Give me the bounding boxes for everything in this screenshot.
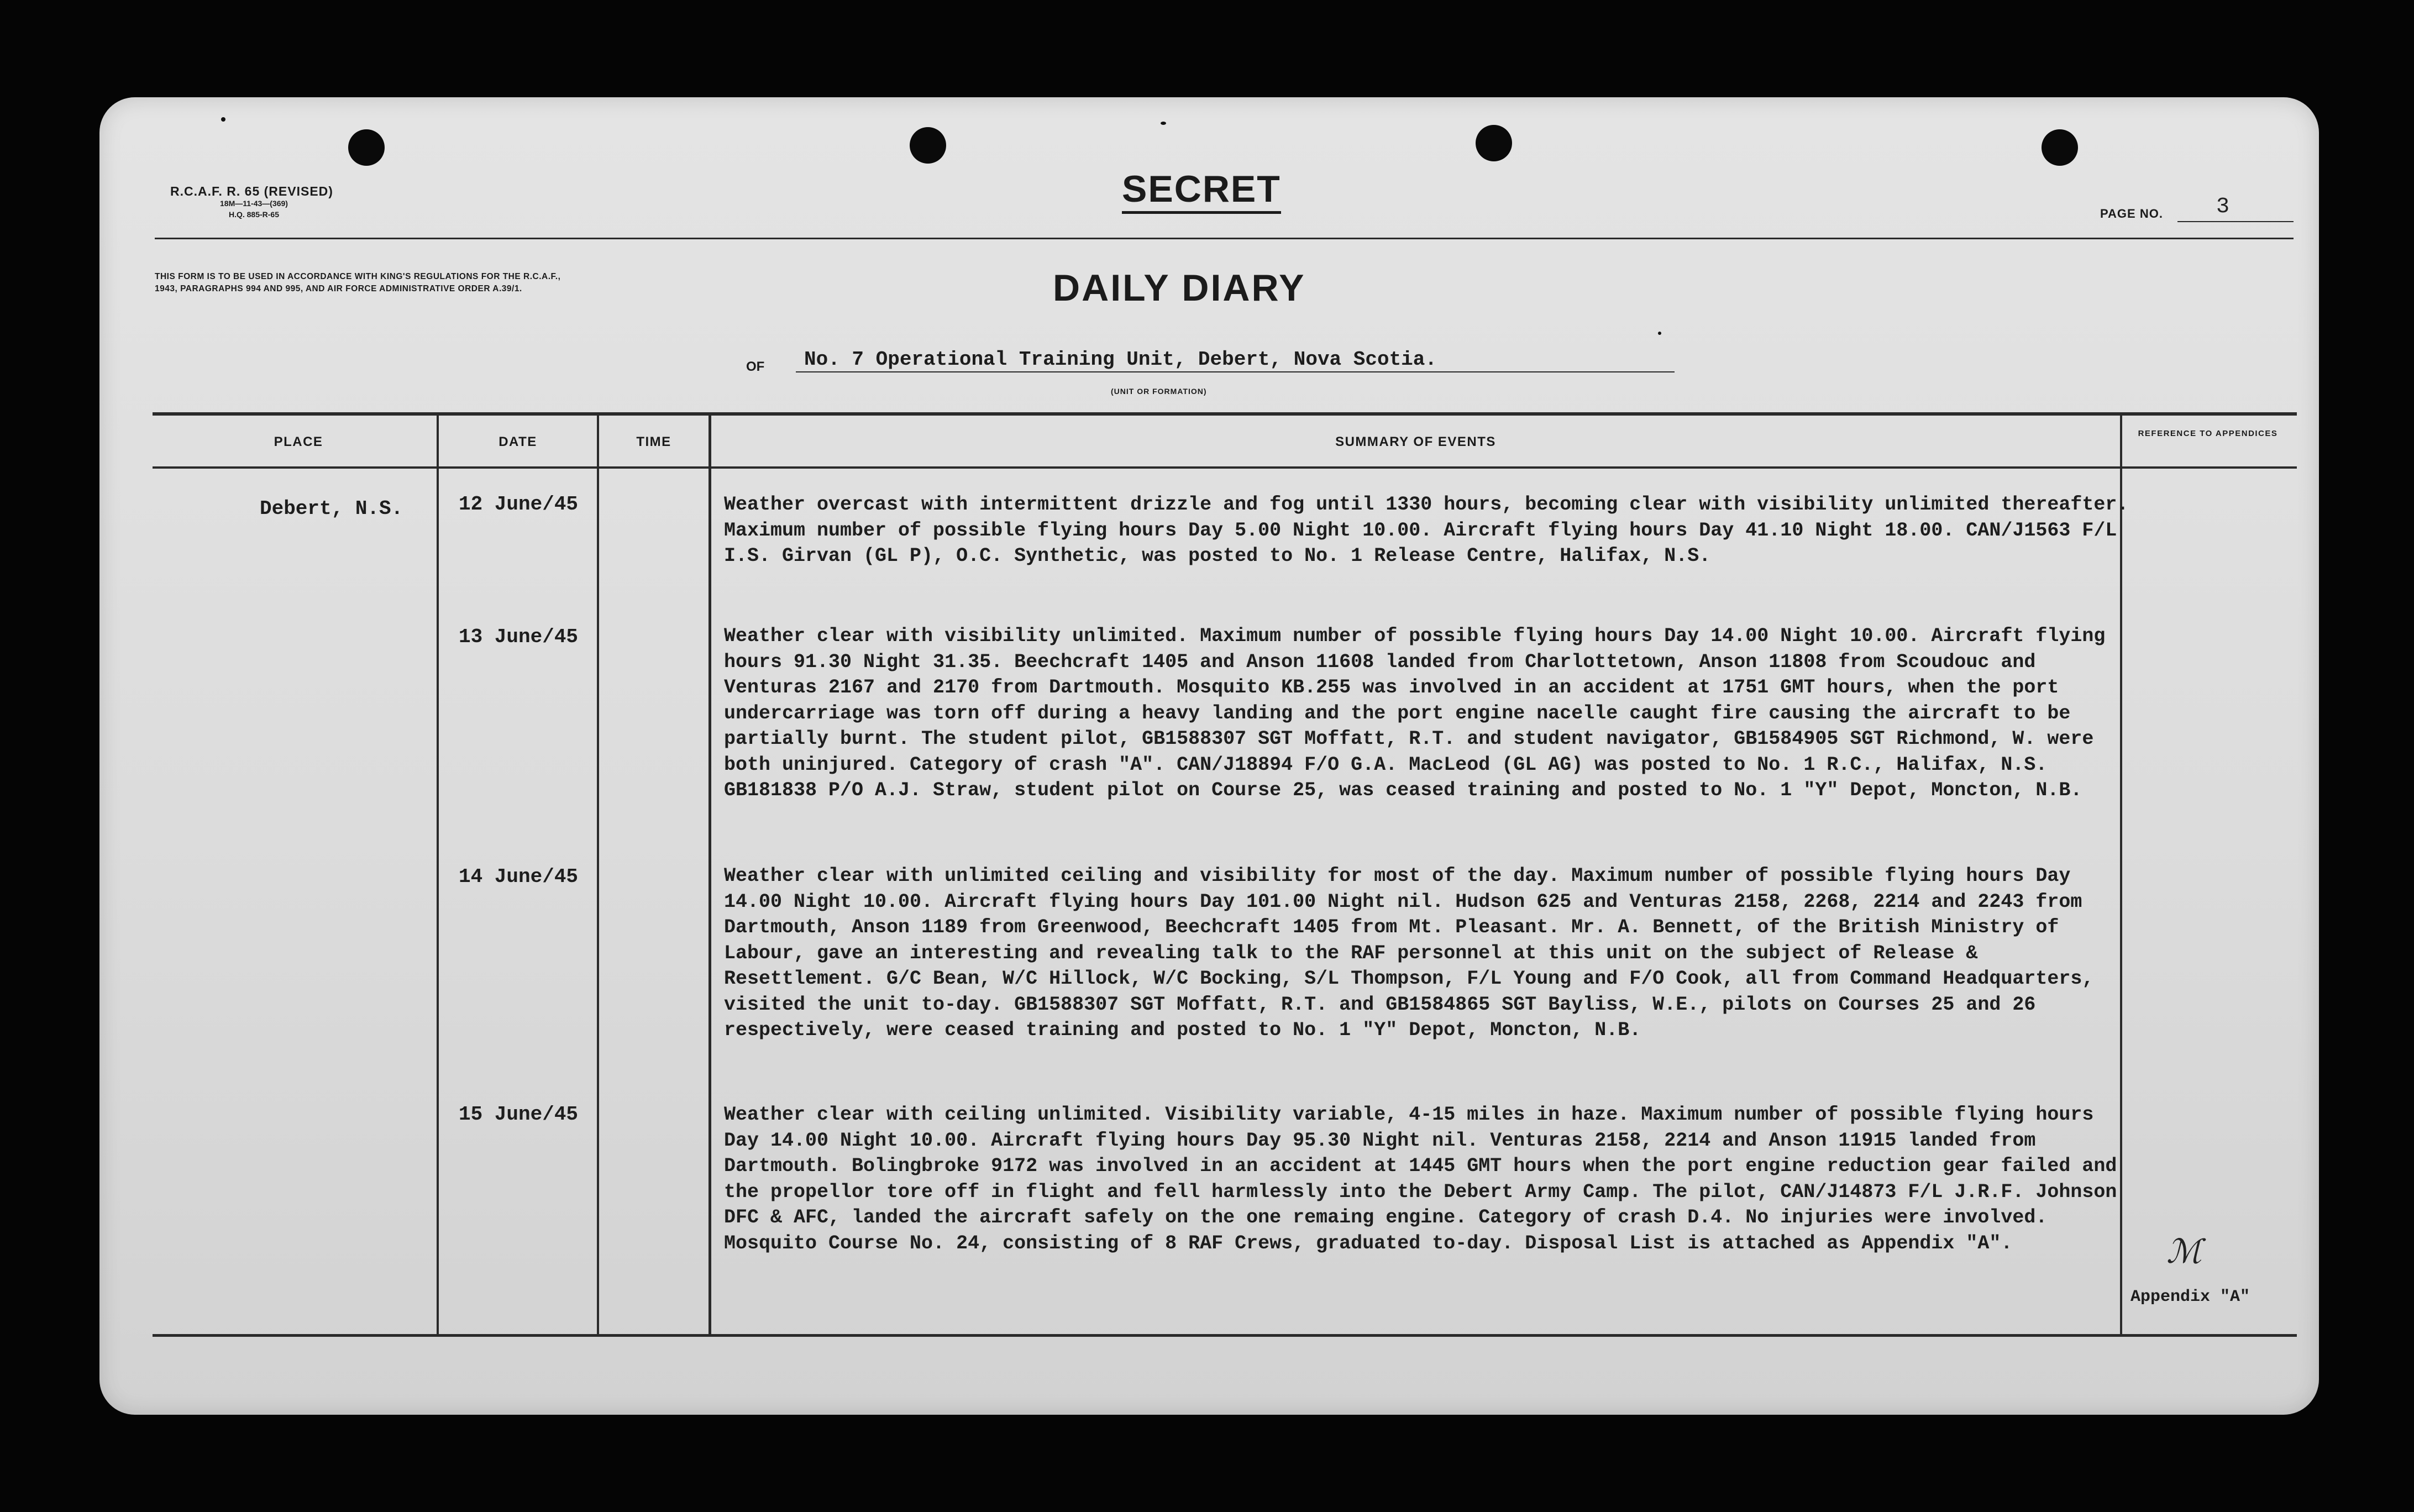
appendix-reference: Appendix "A"	[2130, 1288, 2250, 1306]
entry-summary: Weather clear with unlimited ceiling and visibility for most of the day. Maximum number of possible flying hours Day 14.00 Night 10.00. Aircraft flying hours Day 101.00 Night nil. Hudson 625 and Venturas 2158, 2268, 2214 and 2243 from Dartmouth, Anson 1189 from Greenwood, Beechcraft 1405 from Mt. Pleasant. Mr. A. Bennett, of the British Ministry of Labour, gave an interesting and revealing talk to the RAF personnel at this unit on the subject of Release & Resettlement. G/C Bean, W/C Hillock, W/C Bocking, S/L Thompson, F/L Young and F/O Cook, all from Command Headquarters, visited the unit to-day. GB1588307 SGT Moffatt, R.T. and GB1584865 SGT Bayliss, W.E., pilots on Courses 25 and 26 respectively, were ceased training and posted to No. 1 "Y" Depot, Moncton, N.B.	[724, 865, 2094, 1041]
column-divider	[597, 416, 599, 1334]
initials-mark: ℳ	[2166, 1232, 2202, 1271]
security-classification: SECRET	[1122, 167, 1281, 214]
punch-hole	[1476, 125, 1512, 161]
header-rule	[155, 238, 2294, 239]
punch-hole	[910, 127, 946, 164]
column-divider	[709, 416, 711, 1334]
column-divider	[437, 416, 439, 1334]
page-number-label: PAGE NO.	[2100, 207, 2163, 221]
entry-summary: Weather clear with visibility unlimited. Maximum number of possible flying hours Day 14.00 Night 10.00. Aircraft flying hours 91.30 Night 31.35. Beechcraft 1405 and Anson 11608 landed from Charlottetown, Anson 11808 from Scoudouc and Venturas 2167 and 2170 from Dartmouth. Mosquito KB.255 was involved in an accident at 1751 GMT hours, when the port undercarriage was torn off during a heavy landing and the port engine nacelle caught fire causing the aircraft to be partially burnt. The student pilot, GB1588307 SGT Moffatt, R.T. and student navigator, GB1584905 SGT Richmond, W. were both uninjured. Category of crash "A". CAN/J18894 F/O G.A. MacLeod (GL AG) was posted to No. 1 R.C., Halifax, N.S. GB181838 P/O A.J. Straw, student pilot on Course 25, was ceased training and posted to No. 1 "Y" Depot, Moncton, N.B.	[724, 625, 2106, 801]
punch-hole	[2042, 129, 2078, 166]
punch-hole	[348, 129, 385, 166]
column-header-place: PLACE	[274, 434, 323, 449]
entry-date: 13 June/45	[459, 626, 579, 648]
diary-title: DAILY DIARY	[1053, 267, 1306, 309]
entry-summary: Weather overcast with intermittent drizzle and fog until 1330 hours, becoming clear with visibility unlimited thereafter. Maximum number of possible flying hours Day 5.00 Night 10.00. Aircraft flying hours Day 41.10 Night 18.00. CAN/J1563 F/L I.S. Girvan (GL P), O.C. Synthetic, was posted to No. 1 Release Centre, Halifax, N.S.	[724, 494, 2129, 567]
dust-speck	[1658, 332, 1661, 335]
table-top-rule	[153, 412, 2297, 416]
dust-speck	[221, 117, 225, 122]
entry-date: 12 June/45	[459, 493, 579, 516]
entry-date: 15 June/45	[459, 1103, 579, 1126]
form-regulation-notice: THIS FORM IS TO BE USED IN ACCORDANCE WITH KING'S REGULATIONS FOR THE R.C.A.F., 1943, PARAGRAPHS 994 AND 995, AND AIR FORCE ADMINISTRATIVE ORDER A.39/1.	[155, 272, 561, 293]
column-header-summary: SUMMARY OF EVENTS	[1335, 434, 1496, 449]
place-cell: Debert, N.S.	[260, 497, 403, 520]
form-codes	[220, 198, 288, 220]
header-divider	[153, 466, 2297, 469]
page-number: 3	[2216, 195, 2230, 219]
column-header-date: DATE	[498, 434, 537, 449]
page-number-line	[2177, 221, 2294, 222]
column-header-time: TIME	[636, 434, 671, 449]
of-label: OF	[746, 359, 765, 374]
form-code: 18M—11-43—(369)	[220, 199, 288, 208]
unit-caption: (UNIT OR FORMATION)	[1111, 387, 1207, 396]
column-header-reference: REFERENCE TO APPENDICES	[2138, 429, 2278, 438]
form-code: H.Q. 885-R-65	[228, 210, 279, 219]
table-bottom-rule	[153, 1334, 2297, 1337]
entry-summary: Weather clear with ceiling unlimited. Visibility variable, 4-15 miles in haze. Maximum number of possible flying hours Day 14.00 Night 10.00. Aircraft flying hours Day 95.30 Night nil. Venturas 2158, 2214 and Anson 11915 landed from Dartmouth. Bolingbroke 9172 was involved in an accident at 1445 GMT hours when the port engine reduction gear failed and the propellor tore off in flight and fell harmlessly into the Debert Army Camp. The pilot, CAN/J14873 F/L J.R.F. Johnson DFC & AFC, landed the aircraft safely on the one remaing engine. Category of crash D.4. No injuries were involved. Mosquito Course No. 24, consisting of 8 RAF Crews, graduated to-day. Disposal List is attached as Appendix "A".	[724, 1104, 2117, 1254]
unit-underline	[796, 371, 1675, 372]
dust-speck	[1161, 122, 1166, 125]
unit-name: No. 7 Operational Training Unit, Debert, Nova Scotia.	[804, 348, 1437, 371]
entry-date: 14 June/45	[459, 865, 579, 888]
form-number: R.C.A.F. R. 65 (REVISED)	[170, 184, 333, 198]
